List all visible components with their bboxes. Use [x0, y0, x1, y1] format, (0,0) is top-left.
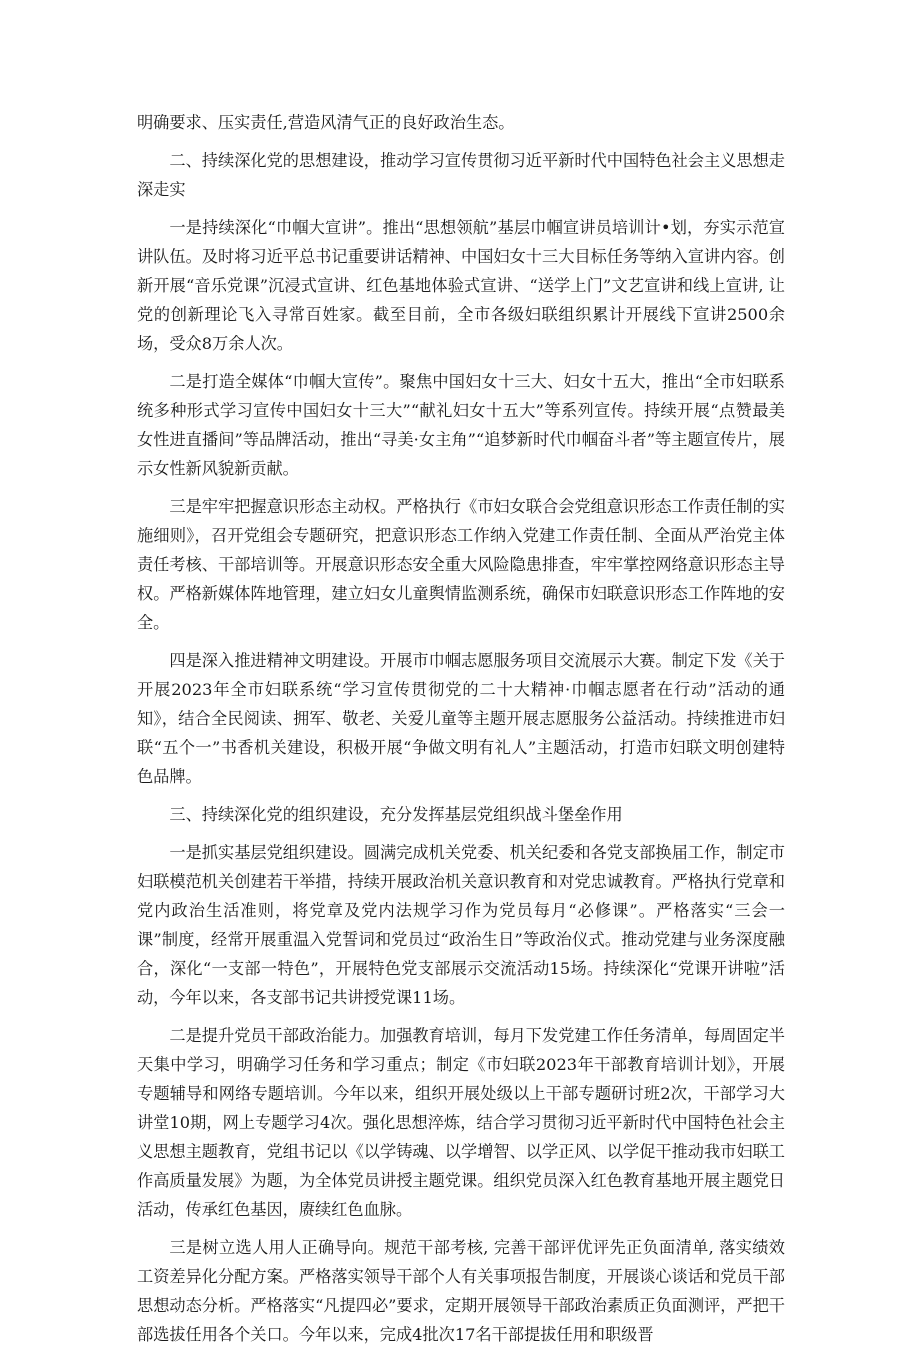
section-heading-3: 三、持续深化党的组织建设，充分发挥基层党组织战斗堡垒作用 — [169, 805, 623, 824]
paragraph-continuation: 明确要求、压实责任,营造风清气正的良好政治生态。 — [137, 113, 515, 132]
paragraph: 三是牢牢把握意识形态主动权。严格执行《市妇女联合会党组意识形态工作责任制的实施细则》，召开党组会专题研究，把意识形态工作纳入党建工作责任制、全面从严治党主体责任考核、干部培训等。开展意识形态安全重大风险隐患排查，牢牢掌控网络意识形态主导权。严格新媒体阵地管理，建立妇女儿童舆情监测系统，确保市妇联意识形态工作阵地的安全。 — [137, 497, 785, 632]
paragraph: 四是深入推进精神文明建设。开展市巾帼志愿服务项目交流展示大赛。制定下发《关于开展2023年全市妇联系统“学习宣传贯彻党的二十大精神·巾帼志愿者在行动”活动的通知》，结合全民阅读、拥军、敬老、关爱儿童等主题开展志愿服务公益活动。持续推进市妇联“五个一”书香机关建设，积极开展“争做文明有礼人”主题活动，打造市妇联文明创建特色品牌。 — [137, 651, 785, 786]
paragraph: 一是抓实基层党组织建设。圆满完成机关党委、机关纪委和各党支部换届工作，制定市妇联模范机关创建若干举措，持续开展政治机关意识教育和对党忠诚教育。严格执行党章和党内政治生活准则，将党章及党内法规学习作为党员每月“必修课”。严格落实“三会一课”制度，经常开展重温入党誓词和党员过“政治生日”等政治仪式。推动党建与业务深度融合，深化“一支部一特色”，开展特色党支部展示交流活动15场。持续深化“党课开讲啦”活动，今年以来，各支部书记共讲授党课11场。 — [137, 843, 785, 1007]
document-body — [137, 108, 785, 1358]
paragraph: 二是提升党员干部政治能力。加强教育培训，每月下发党建工作任务清单，每周固定半天集中学习，明确学习任务和学习重点；制定《市妇联2023年干部教育培训计划》，开展专题辅导和网络专题培训。今年以来，组织开展处级以上干部专题研讨班2次，干部学习大讲堂10期，网上专题学习4次。强化思想淬炼，结合学习贯彻习近平新时代中国特色社会主义思想主题教育，党组书记以《以学铸魂、以学增智、以学正风、以学促干推动我市妇联工作高质量发展》为题，为全体党员讲授主题党课。组织党员深入红色教育基地开展主题党日活动，传承红色基因，赓续红色血脉。 — [137, 1026, 785, 1219]
section-heading-2: 二、持续深化党的思想建设，推动学习宣传贯彻习近平新时代中国特色社会主义思想走深走实 — [137, 151, 785, 199]
paragraph: 二是打造全媒体“巾帼大宣传”。聚焦中国妇女十三大、妇女十五大，推出“全市妇联系统多种形式学习宣传中国妇女十三大”“献礼妇女十五大”等系列宣传。持续开展“点赞最美女性进直播间”等品牌活动，推出“寻美·女主角”“追梦新时代巾帼奋斗者”等主题宣传片，展示女性新风貌新贡献。 — [137, 372, 785, 478]
paragraph: 三是树立选人用人正确导向。规范干部考核, 完善干部评优评先正负面清单, 落实绩效工资差异化分配方案。严格落实领导干部个人有关事项报告制度，开展谈心谈话和党员干部思想动态分析。严格落实“凡提四必”要求，定期开展领导干部政治素质正负面测评，严把干部选拔任用各个关口。今年以来，完成4批次17名干部提拔任用和职级晋 — [137, 1238, 785, 1344]
paragraph: 一是持续深化“巾帼大宣讲”。推出“思想领航”基层巾帼宣讲员培训计•划，夯实示范宣讲队伍。及时将习近平总书记重要讲话精神、中国妇女十三大目标任务等纳入宣讲内容。创新开展“音乐党课”沉浸式宣讲、红色基地体验式宣讲、“送学上门”文艺宣讲和线上宣讲, 让党的创新理论飞入寻常百姓家。截至目前，全市各级妇联组织累计开展线下宣讲2500余场，受众8万余人次。 — [137, 218, 785, 353]
